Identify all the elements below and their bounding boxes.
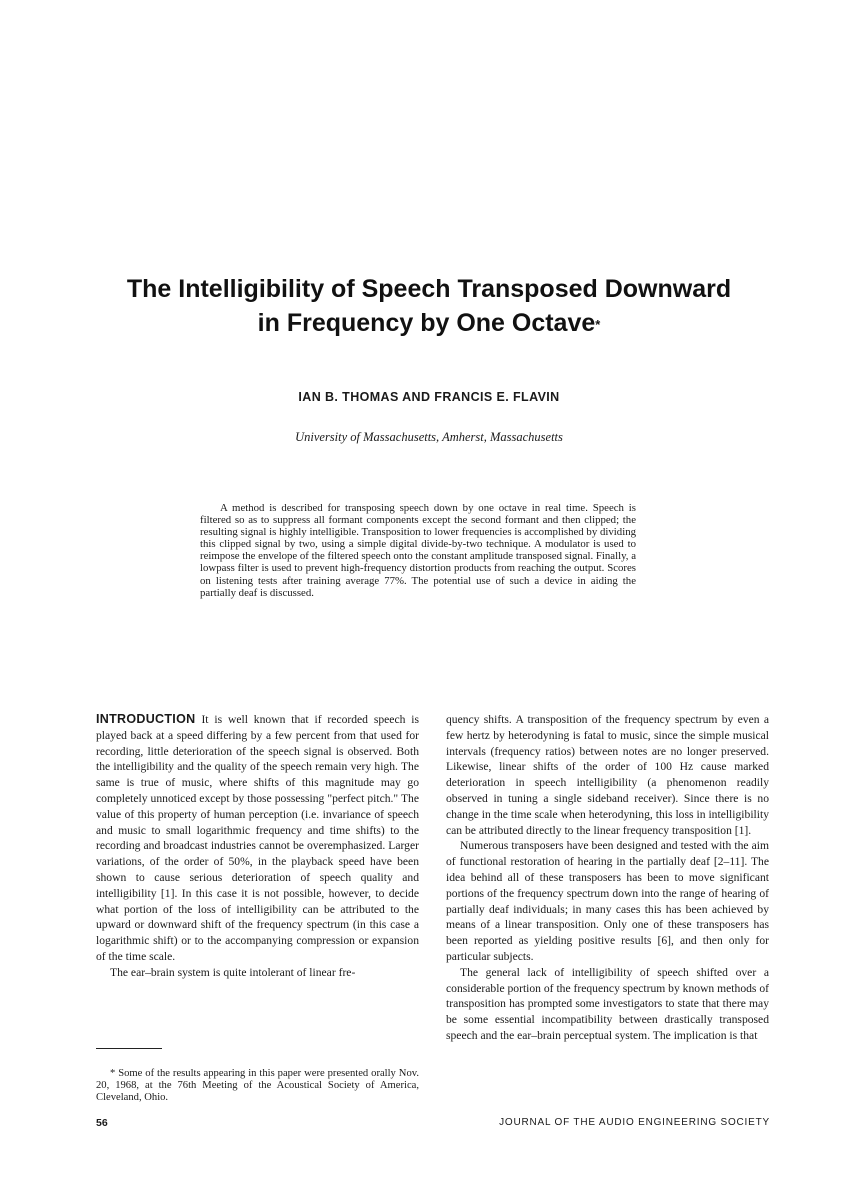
title-footnote-marker: * <box>595 317 601 332</box>
author-names: IAN B. THOMAS AND FRANCIS E. FLAVIN <box>298 390 560 404</box>
body-column-left <box>96 712 419 981</box>
footnote: * Some of the results appearing in this paper were presented orally Nov. 20, 1968, at the 76th Meeting of the Acoustical Society of America, Cleveland, Ohio. <box>96 1068 419 1103</box>
intro-paragraph-1 <box>96 712 419 965</box>
title-line-1: The Intelligibility of Speech Transposed Downward <box>126 275 732 303</box>
intro-paragraph-2: The ear–brain system is quite intolerant of linear fre- <box>110 965 356 979</box>
title-line-2 <box>60 306 798 340</box>
right-paragraph-1: quency shifts. A transposition of the frequency spectrum by even a few hertz by heterodyning is fatal to music, since the simple musical intervals (frequency ratios) between notes are no longer preserved. Likewise, linear shifts of the order of 100 Hz cause marked deterioration in speech intelligibility (a phenomenon readily observed in tuning a single sideband receiver). Since there is no change in the time scale when heterodyning, this loss in intelligibility can be attributed directly to the linear frequency transposition [1]. <box>446 713 769 837</box>
right-paragraph-2: Numerous transposers have been designed and tested with the aim of functional restoration of hearing in the partially deaf [2–11]. The idea behind all of these transposers has been to move significant portions of the frequency spectrum down into the range of hearing of partially deaf individuals; in many cases this has been achieved by means of a linear transposition. Only one of these transposers has been reported as yielding positive results [6], and then only for particular subjects. <box>446 839 769 963</box>
section-heading-introduction: INTRODUCTION <box>96 712 196 726</box>
page-number: 56 <box>96 1117 108 1129</box>
journal-name: JOURNAL OF THE AUDIO ENGINEERING SOCIETY <box>499 1117 770 1128</box>
footnote-divider <box>96 1048 162 1049</box>
author-affiliation: University of Massachusetts, Amherst, Massachusetts <box>295 430 563 444</box>
body-column-right <box>446 712 769 1044</box>
title-line-2-text: in Frequency by One Octave <box>257 309 596 337</box>
intro-paragraph-1-text: It is well known that if recorded speech is played back at a speed differing by a few percent from that used for recording, little deterioration of the speech signal is observed. Both the intelligibility and the quality of the speech remain very high. The same is true of music, where shifts of this magnitude may go completely unnoticed except by those possessing "perfect pitch." The value of this property of human perception (i.e. invariance of speech and music to small logarithmic frequency and time shifts) to the recording and broadcast industries cannot be overemphasized. Larger variations, of the order of 50%, in the playback speed have been shown to cause serious deterioration of speech quality and intelligibility [1]. In this case it is not possible, however, to decide what portion of the loss of intelligibility can be attributed to the upward or downward shift of the frequency spectrum (in this case a logarithmic shift) or to the accompanying compression or expansion of the time scale. <box>96 713 419 963</box>
paper-title <box>60 272 798 340</box>
abstract: A method is described for transposing speech down by one octave in real time. Speech is filtered so as to suppress all formant components except the second formant and then clipped; the resulting signal is highly intelligible. Transposition to lower frequencies is accomplished by dividing this clipped signal by two, using a simple digital divide-by-two technique. A modulator is used to reimpose the envelope of the filtered speech onto the constant amplitude transposed signal. Finally, a lowpass filter is used to prevent high-frequency distortion products from reaching the output. Scores on listening tests after training average 77%. The potential use of such a device in aiding the partially deaf is discussed. <box>200 502 636 599</box>
right-paragraph-3: The general lack of intelligibility of speech shifted over a considerable portion of the frequency spectrum by known methods of transposition has prompted some investigators to state that there may be some essential incompatibility between drastically transposed speech and the ear–brain perceptual system. The implication is that <box>446 965 769 1042</box>
